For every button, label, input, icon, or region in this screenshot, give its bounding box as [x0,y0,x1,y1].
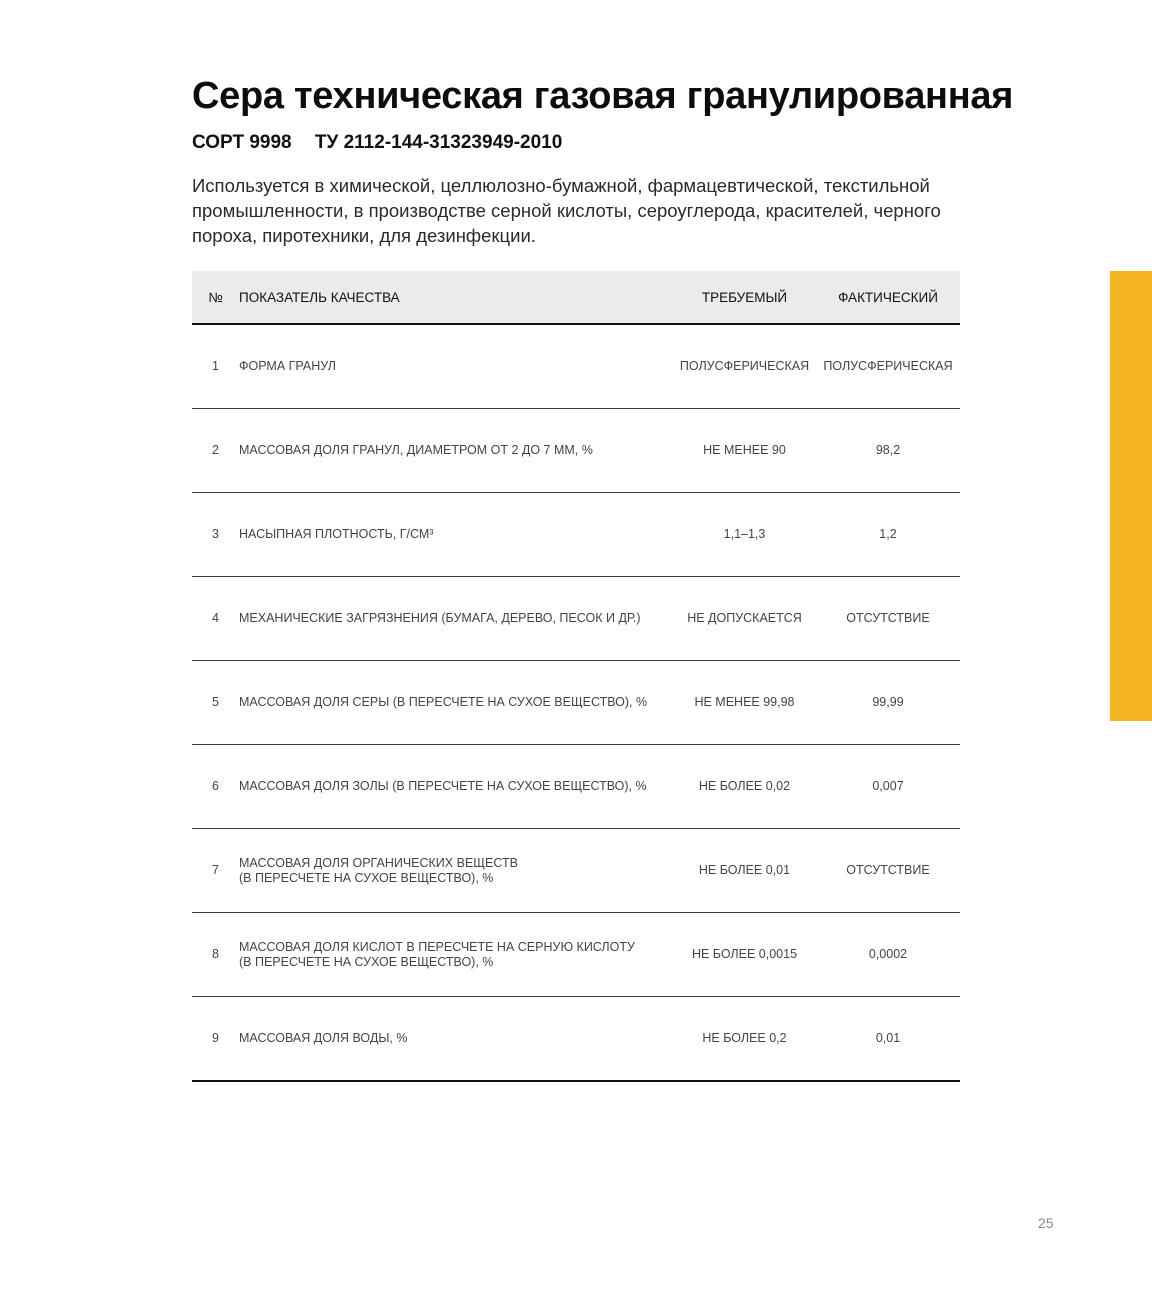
row-required: НЕ МЕНЕЕ 99,98 [673,661,816,745]
row-indicator: МАССОВАЯ ДОЛЯ СЕРЫ (В ПЕРЕСЧЕТЕ НА СУХОЕ ВЕЩЕСТВО), % [239,661,673,745]
row-indicator: МАССОВАЯ ДОЛЯ ОРГАНИЧЕСКИХ ВЕЩЕСТВ (В ПЕРЕСЧЕТЕ НА СУХОЕ ВЕЩЕСТВО), % [239,829,673,913]
row-num: 2 [192,409,239,493]
row-actual: 0,01 [816,997,960,1082]
row-required: НЕ МЕНЕЕ 90 [673,409,816,493]
quality-table [192,271,960,1082]
grade-label: СОРТ 9998 [192,132,292,153]
product-description: Используется в химической, целлюлозно-бумажной, фармацевтической, текстильной промышленности, в производстве серной кислоты, сероуглерода, красителей, черного пороха, пиротехники, для дезинфекции. [192,175,941,246]
row-num: 3 [192,493,239,577]
row-actual: ОТСУТСТВИЕ [816,829,960,913]
header-actual: ФАКТИЧЕСКИЙ [816,271,960,324]
table-row [192,661,960,745]
row-required: НЕ ДОПУСКАЕТСЯ [673,577,816,661]
row-indicator: МЕХАНИЧЕСКИЕ ЗАГРЯЗНЕНИЯ (БУМАГА, ДЕРЕВО, ПЕСОК И ДР.) [239,577,673,661]
page-number: 25 [1038,1215,1054,1231]
row-actual: 99,99 [816,661,960,745]
header-indicator: ПОКАЗАТЕЛЬ КАЧЕСТВА [239,271,673,324]
table-row [192,577,960,661]
product-meta [192,131,562,155]
table-row [192,745,960,829]
table-header-row [192,271,960,324]
row-required: НЕ БОЛЕЕ 0,01 [673,829,816,913]
row-num: 4 [192,577,239,661]
table-row [192,829,960,913]
page-title: Сера техническая газовая гранулированная [192,75,1014,117]
row-actual: ПОЛУСФЕРИЧЕСКАЯ [816,324,960,409]
header-num: № [192,271,239,324]
row-indicator: МАССОВАЯ ДОЛЯ КИСЛОТ В ПЕРЕСЧЕТЕ НА СЕРНУЮ КИСЛОТУ (В ПЕРЕСЧЕТЕ НА СУХОЕ ВЕЩЕСТВО), % [239,913,673,997]
table-row [192,493,960,577]
row-required: ПОЛУСФЕРИЧЕСКАЯ [673,324,816,409]
accent-bar [1110,271,1152,721]
row-indicator: ФОРМА ГРАНУЛ [239,324,673,409]
table-row [192,409,960,493]
row-required: НЕ БОЛЕЕ 0,2 [673,997,816,1082]
row-actual: 98,2 [816,409,960,493]
row-indicator: НАСЫПНАЯ ПЛОТНОСТЬ, Г/СМ³ [239,493,673,577]
table-row [192,997,960,1082]
row-required: НЕ БОЛЕЕ 0,02 [673,745,816,829]
row-num: 7 [192,829,239,913]
table-row [192,913,960,997]
table-header [192,271,960,324]
row-actual: 1,2 [816,493,960,577]
row-num: 8 [192,913,239,997]
row-num: 6 [192,745,239,829]
row-indicator: МАССОВАЯ ДОЛЯ ГРАНУЛ, ДИАМЕТРОМ ОТ 2 ДО 7 ММ, % [239,409,673,493]
row-num: 9 [192,997,239,1082]
row-actual: 0,007 [816,745,960,829]
table-row [192,324,960,409]
header-required: ТРЕБУЕМЫЙ [673,271,816,324]
row-required: 1,1–1,3 [673,493,816,577]
row-actual: ОТСУТСТВИЕ [816,577,960,661]
row-actual: 0,0002 [816,913,960,997]
row-indicator: МАССОВАЯ ДОЛЯ ЗОЛЫ (В ПЕРЕСЧЕТЕ НА СУХОЕ ВЕЩЕСТВО), % [239,745,673,829]
row-num: 1 [192,324,239,409]
table-body [192,324,960,1081]
row-indicator: МАССОВАЯ ДОЛЯ ВОДЫ, % [239,997,673,1082]
row-num: 5 [192,661,239,745]
row-required: НЕ БОЛЕЕ 0,0015 [673,913,816,997]
spec-label: ТУ 2112-144-31323949-2010 [314,132,563,153]
